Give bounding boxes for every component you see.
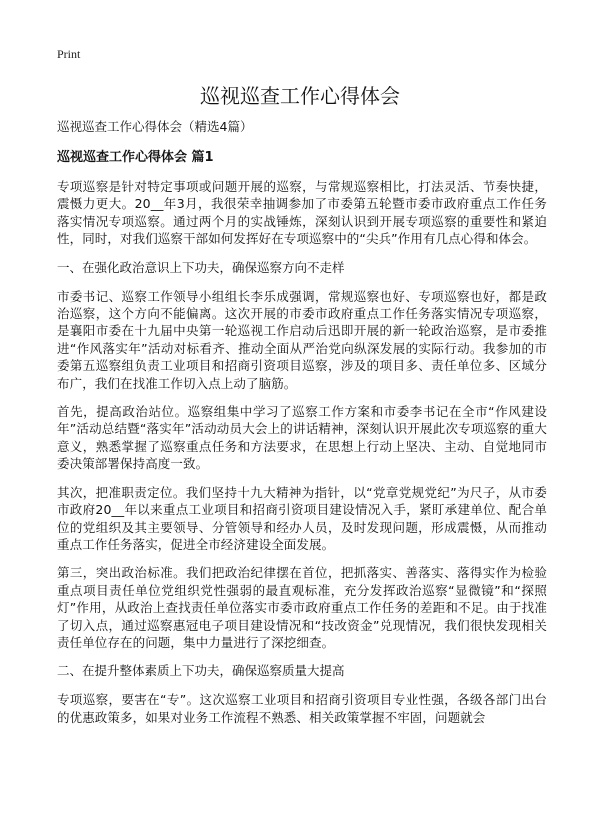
document-subtitle: 巡视巡查工作心得体会（精选4篇） bbox=[57, 119, 253, 134]
paragraph-intro: 专项巡察是针对特定事项或问题开展的巡察，与常规巡察相比，打法灵活、节奏快捷，震慑力更大。20__年3月，我很荣幸抽调参加了市委第五轮暨市委市政府重点工作任务落实情况专项巡察。通过两个月的实战锤炼，深刻认识到开展专项巡察的重要性和紧迫性，同时，对我们巡察干部如何发挥好在专项巡察中的“尖兵”作用有几点心得和体会。 bbox=[57, 179, 547, 247]
heading-one: 一、在强化政治意识上下功夫，确保巡察方向不走样 bbox=[57, 259, 345, 275]
paragraph-3: 首先，提高政治站位。巡察组集中学习了巡察工作方案和市委李书记在全市“作风建设年”活动总结暨“落实年”活动动员大会上的讲话精神，深刻认识开展此次专项巡察的重大意义，熟悉掌握了巡察重点任务和方法要求，在思想上行动上坚决、主动、自觉地同市委决策部署保持高度一致。 bbox=[57, 404, 547, 472]
paragraph-4: 其次，把准职责定位。我们坚持十九大精神为指针，以“党章党规党纪”为尺子，从市委市政府20__年以来重点工业项目和招商引资项目建设情况入手，紧盯承建单位、配合单位的党组织及其主要领导、分管领导和经办人员，及时发现问题，形成震慑，从而推动重点工作任务落实，促进全市经济建设全面发展。 bbox=[57, 484, 547, 552]
print-link[interactable]: Print bbox=[57, 47, 81, 61]
document-title: 巡视巡查工作心得体会 bbox=[200, 84, 400, 108]
document-body bbox=[57, 118, 547, 737]
paragraph-7: 专项巡察，要害在“专”。这次巡察工业项目和招商引资项目专业性强，各级各部门出台的优惠政策多，如果对业务工作流程不熟悉、相关政策掌握不牢固，问题就会 bbox=[57, 692, 547, 725]
heading-two: 二、在提升整体素质上下功夫，确保巡察质量大提高 bbox=[57, 663, 345, 679]
paragraph-5: 第三，突出政治标准。我们把政治纪律摆在首位，把抓落实、善落实、落得实作为检验重点项目责任单位党组织党性强弱的最直观标准，充分发挥政治巡察“显微镜”和“探照灯”作用，从政治上查找责任单位落实市委市政府重点工作任务的差距和不足。由于找准了切入点，通过巡察惠冠电子项目建设情况和“技改资金”兑现情况，我们很快发现相关责任单位存在的问题，集中力量进行了深挖细查。 bbox=[57, 565, 547, 650]
section-title: 巡视巡查工作心得体会 篇1 bbox=[57, 150, 214, 165]
paragraph-2: 市委书记、巡察工作领导小组组长李乐成强调，常规巡察也好、专项巡察也好，都是政治巡察，这个方向不能偏离。这次开展的市委市政府重点工作任务落实情况专项巡察，是襄阳市委在十九届中央第一轮巡视工作启动后迅即开展的新一轮政治巡察，是市委推进“作风落实年”活动对标看齐、推动全面从严治党向纵深发展的实际行动。我参加的市委第五巡察组负责工业项目和招商引资项目巡察，涉及的项目多、责任单位多、区域分布广，我们在找准工作切入点上动了脑筋。 bbox=[57, 288, 547, 391]
